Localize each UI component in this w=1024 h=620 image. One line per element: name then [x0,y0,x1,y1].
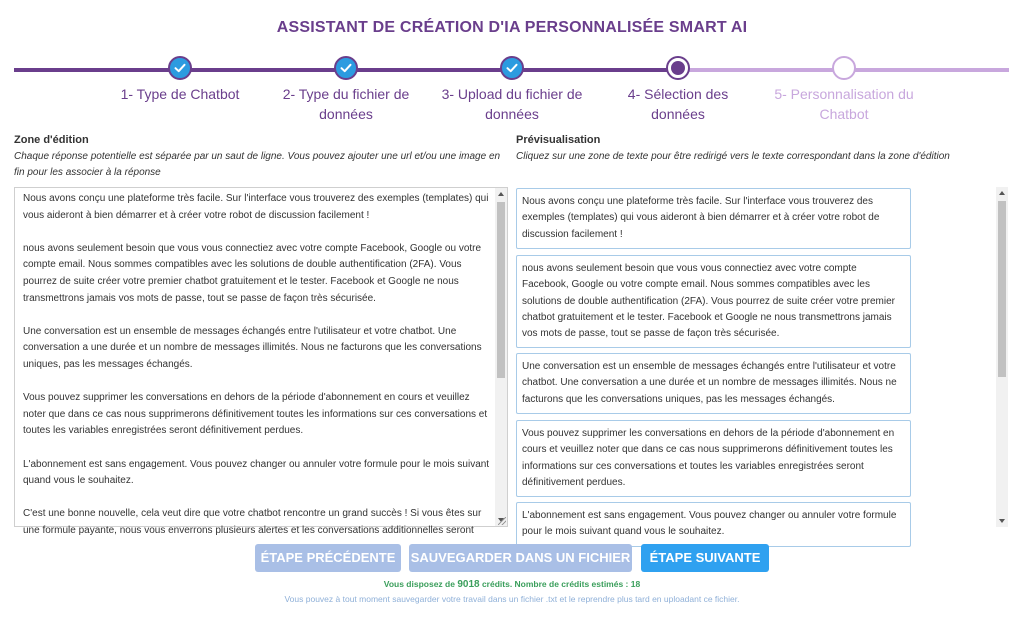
credits-info [0,579,1024,590]
edit-textarea-content[interactable]: Nous avons conçu une plateforme très facile. Sur l'interface vous trouverez des exemples (templates) qui vous aideront à bien démarrer et à créer votre robot de discussion facilement ! nous avons seulement besoin que vous vous connectiez avec votre compte Facebook, Google ou votre compte email. Nous sommes compatibles avec les solutions de double authentification (2FA). Vous pourrez de suite créer votre premier chatbot gratuitement et le tester. Facebook et Google ne nous transmettrons jamais vos mots de passe, tout se passe de façon très sécurisée. Une conversation est un ensemble de messages échangés entre l'utilisateur et votre chatbot. Une conversation a une durée et un nombre de messages illimités. Nous ne facturons que les conversations uniques, pas les messages échangés. Vous pouvez supprimer les conversations en dehors de la période d'abonnement en cours et veuillez noter que dans ce cas nous supprimerons définitivement toutes les informations sur ces conversations et toutes les variables enregistrées seront définitivement perdues. L'abonnement est sans engagement. Vous pouvez changer ou annuler votre formule pour le mois suivant quand vous le souhaitez. C'est une bonne nouvelle, cela veut dire que votre chatbot rencontre un grand succès ! Si vous êtes sur une formule payante, nous vous enverrons plusieurs alertes et les conversations additionnelles seront [23,193,490,536]
step-2[interactable] [271,56,421,124]
page-title: ASSISTANT DE CRÉATION D'IA PERSONNALISÉE SMART AI [276,19,748,36]
step-3-check-icon [500,56,524,80]
previous-step-button[interactable]: ÉTAPE PRÉCÉDENTE [255,544,401,572]
scroll-up-icon[interactable] [999,191,1005,195]
credits-text-before: Vous disposez de [383,579,458,589]
resize-grip-icon[interactable] [498,517,506,525]
stepper [14,56,1009,126]
preview-title: Prévisualisation [516,134,601,146]
credits-text-after: crédits. Nombre de crédits estimés : 18 [479,579,641,589]
edit-textarea[interactable] [14,187,508,536]
step-1-label: 1- Type de Chatbot [120,86,240,102]
step-4-label: 4- Sélection des données [627,86,729,122]
preview-block[interactable]: Nous avons conçu une plateforme très facile. Sur l'interface vous trouverez des exemples (templates) qui vous aideront à bien démarrer et à créer votre robot de discussion facilement ! [516,188,911,249]
step-3-label: 3- Upload du fichier de données [441,86,583,122]
edit-textarea-scrollbar[interactable] [495,188,507,526]
step-1[interactable] [105,56,255,104]
preview-block[interactable]: nous avons seulement besoin que vous vous connectiez avec votre compte Facebook, Google ou votre compte email. Nous sommes compatibles avec les solutions de double authentification (2FA). Vous pourrez de suite créer votre premier chatbot gratuitement et le tester. Facebook et Google ne nous transmettrons jamais vos mots de passe, tout se passe de façon très sécurisée. [516,255,911,348]
preview-block[interactable]: Une conversation est un ensemble de messages échangés entre l'utilisateur et votre chatbot. Une conversation a une durée et un nombre de messages illimités. Nous ne facturons que les conversations uniques, pas les messages échangés. [516,353,911,414]
step-5-pending-icon [832,56,856,80]
scroll-up-icon[interactable] [498,192,504,196]
preview-block[interactable]: L'abonnement est sans engagement. Vous pouvez changer ou annuler votre formule pour le mois suivant quand vous le souhaitez. [516,502,911,547]
edit-zone-description: Chaque réponse potentielle est séparée par un saut de ligne. Vous pouvez ajouter une url et/ou une image en fin pour les associer à la réponse [14,151,501,178]
preview-scroll-thumb[interactable] [998,201,1006,377]
step-3[interactable] [437,56,587,124]
credits-amount: 9018 [457,579,480,590]
step-2-label: 2- Type du fichier de données [282,86,410,122]
next-step-button[interactable]: ÉTAPE SUIVANTE [641,544,769,572]
step-5-label: 5- Personnalisation du Chatbot [774,86,914,122]
edit-zone-title: Zone d'édition [14,134,89,146]
preview-panel [516,187,996,538]
step-2-check-icon [334,56,358,80]
edit-textarea-scroll-thumb[interactable] [497,202,505,378]
save-footnote: Vous pouvez à tout moment sauvegarder votre travail dans un fichier .txt et le reprendre plus tard en uploadant ce fichier. [284,594,740,604]
step-4-active-icon [666,56,690,80]
preview-block[interactable]: Vous pouvez supprimer les conversations en dehors de la période d'abonnement en cours et veuillez noter que dans ce cas nous supprimerons définitivement toutes les informations sur ces conversations et toutes les variables enregistrées seront définitivement perdues. [516,420,911,497]
step-5 [769,56,919,124]
preview-scrollbar[interactable] [996,187,1008,527]
step-1-check-icon [168,56,192,80]
save-to-file-button[interactable]: SAUVEGARDER DANS UN FICHIER [409,544,632,572]
step-4[interactable] [603,56,753,124]
preview-description: Cliquez sur une zone de texte pour être redirigé vers le texte correspondant dans la zone d'édition [516,151,950,162]
scroll-down-icon[interactable] [999,519,1005,523]
